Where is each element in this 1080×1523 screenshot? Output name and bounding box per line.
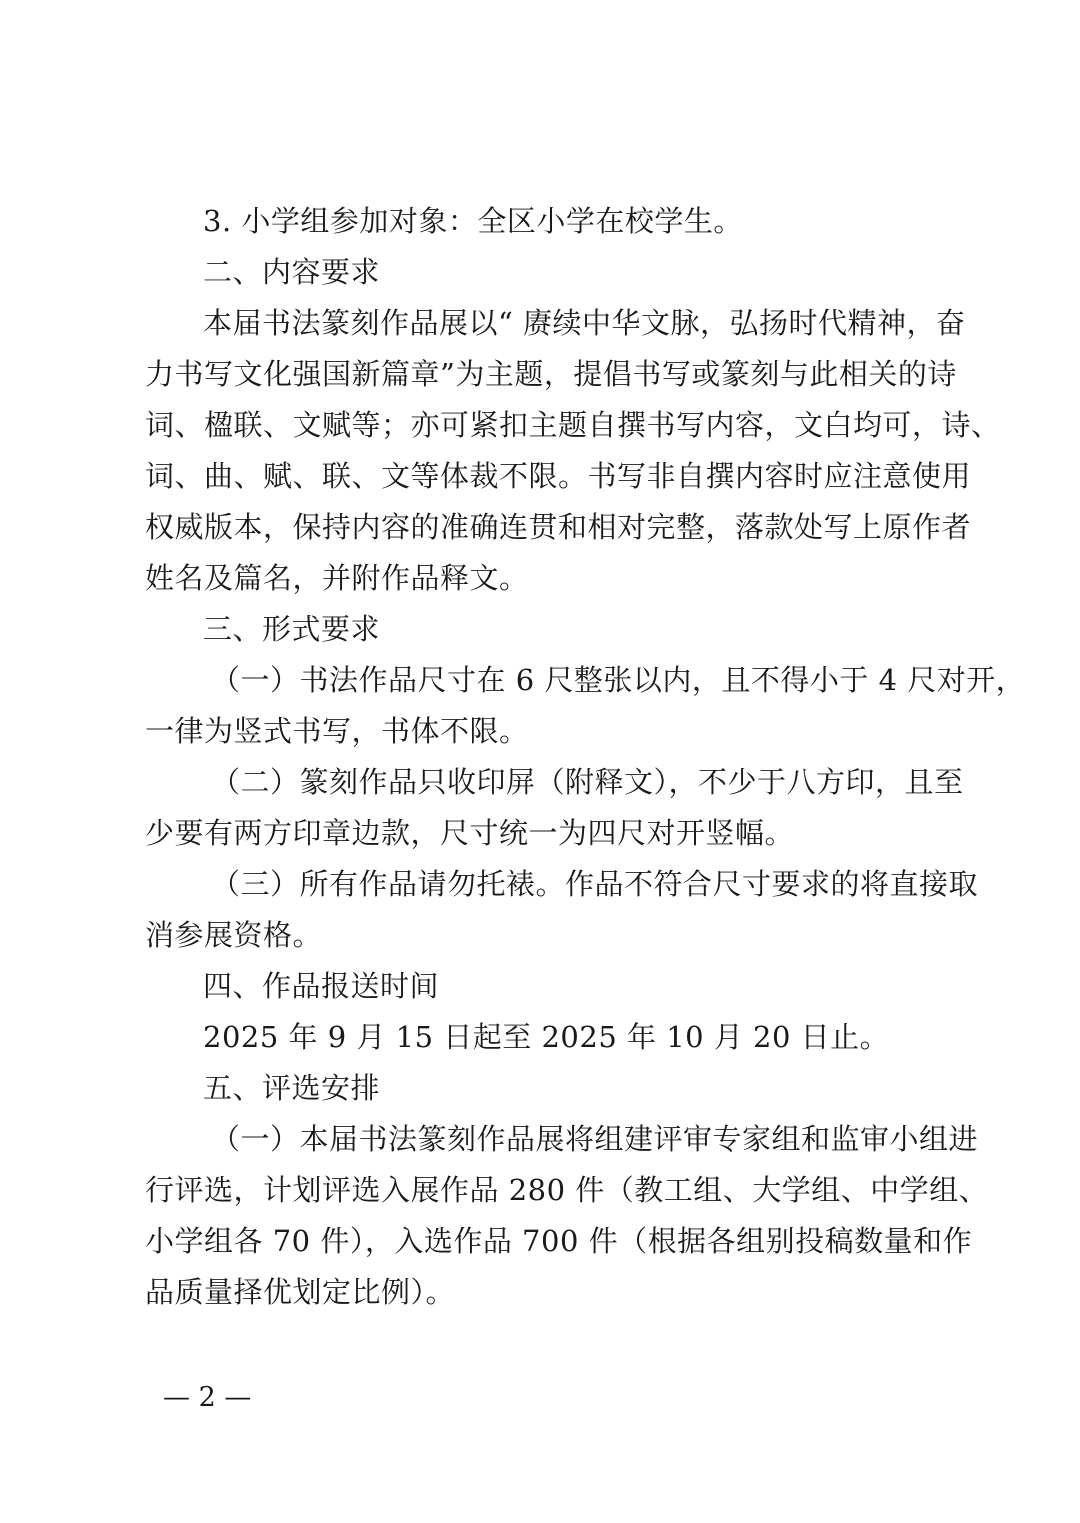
text-line: 品质量择优划定比例）。 xyxy=(145,1275,456,1309)
text-line: 行评选，计划评选入展作品 280 件（教工组、大学组、中学组、 xyxy=(145,1173,989,1207)
text-line: （三）所有作品请勿托裱。作品不符合尺寸要求的将直接取 xyxy=(211,867,979,901)
text-line-submission-dates: 2025 年 9 月 15 日起至 2025 年 10 月 20 日止。 xyxy=(203,1020,890,1054)
text-line: 词、楹联、文赋等；亦可紧扣主题自撰书写内容，文白均可，诗、 xyxy=(145,408,1001,442)
document-body xyxy=(145,196,1026,1318)
text-line: 姓名及篇名，并附作品释文。 xyxy=(145,561,529,595)
text-line: 词、曲、赋、联、文等体裁不限。书写非自撰内容时应注意使用 xyxy=(145,459,972,493)
text-line: 力书写文化强国新篇章”为主题，提倡书写或篆刻与此相关的诗 xyxy=(145,357,957,391)
section-heading-selection-arrangement: 五、评选安排 xyxy=(203,1071,381,1105)
text-line: 消参展资格。 xyxy=(145,918,323,952)
section-heading-submission-time: 四、作品报送时间 xyxy=(203,969,440,1003)
text-line: 小学组各 70 件），入选作品 700 件（根据各组别投稿数量和作 xyxy=(145,1224,973,1258)
text-line: 一律为竖式书写，书体不限。 xyxy=(145,714,529,748)
section-heading-format-requirements: 三、形式要求 xyxy=(203,612,381,646)
text-line: （一）本届书法篆刻作品展将组建评审专家组和监审小组进 xyxy=(211,1122,979,1156)
section-heading-content-requirements: 二、内容要求 xyxy=(203,255,381,289)
text-line-participants-primary: 3. 小学组参加对象：全区小学在校学生。 xyxy=(203,204,743,238)
text-line: 少要有两方印章边款，尺寸统一为四尺对开竖幅。 xyxy=(145,816,795,850)
text-line: （二）篆刻作品只收印屏（附释文），不少于八方印，且至 xyxy=(211,765,964,799)
text-line: （一）书法作品尺寸在 6 尺整张以内，且不得小于 4 尺对开， xyxy=(211,663,1026,697)
text-line: 权威版本，保持内容的准确连贯和相对完整，落款处写上原作者 xyxy=(145,510,972,544)
text-line: 本届书法篆刻作品展以“ 赓续中华文脉，弘扬时代精神，奋 xyxy=(203,306,966,340)
page-number: — 2 — xyxy=(163,1382,252,1413)
